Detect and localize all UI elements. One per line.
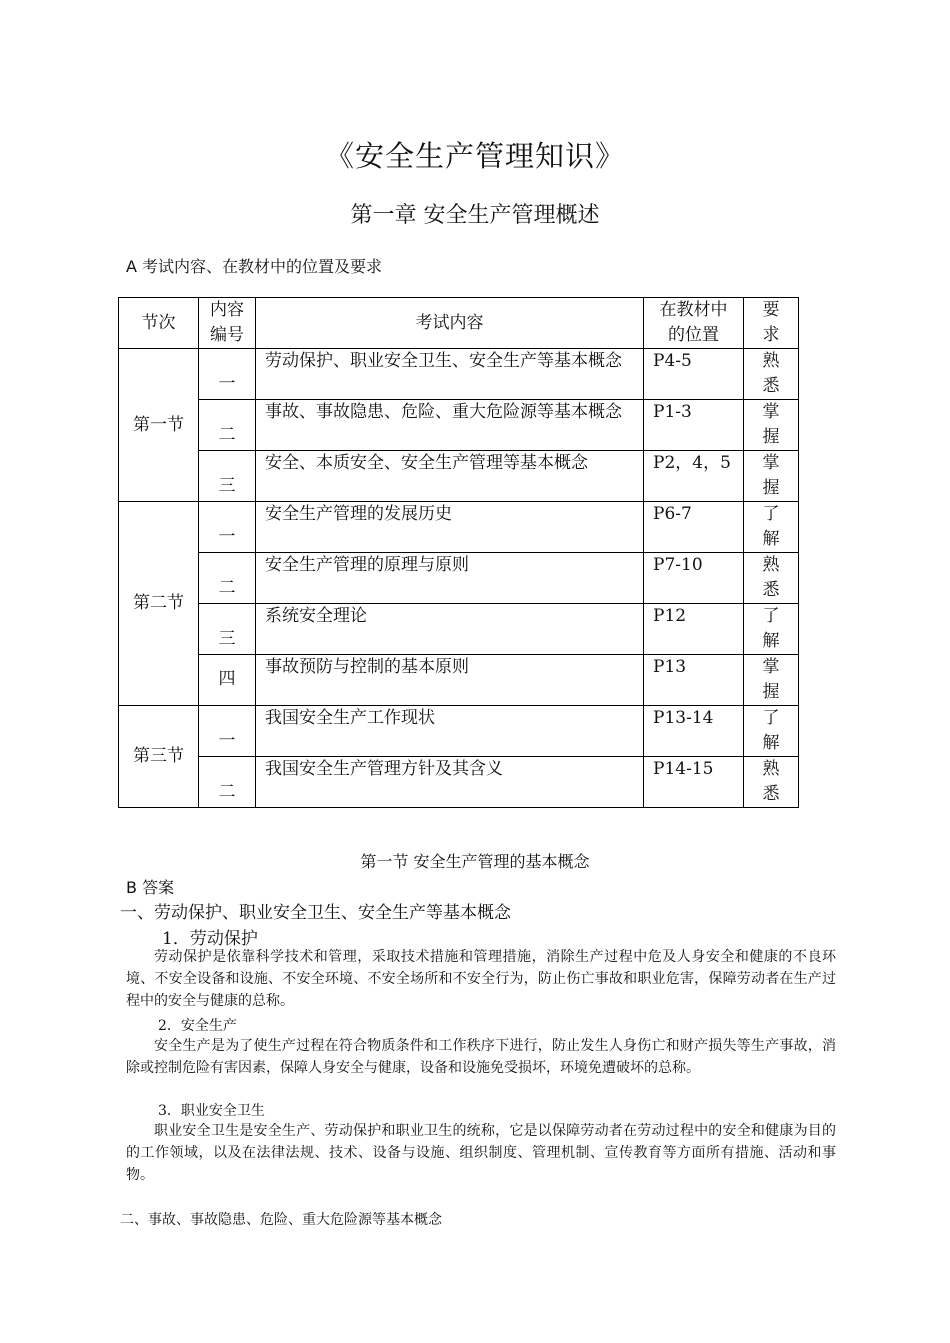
page-cell: P12 — [644, 604, 744, 655]
content-cell: 安全生产管理的发展历史 — [256, 502, 644, 553]
item-3-title: 3．职业安全卫生 — [158, 1103, 265, 1119]
requirement-cell: 了解 — [744, 706, 799, 757]
number-cell: 二 — [218, 425, 236, 445]
chapter-title: 第一章 安全生产管理概述 — [350, 203, 600, 228]
requirement-cell: 掌握 — [744, 400, 799, 451]
page-cell: P14-15 — [644, 757, 744, 808]
header-section: 节次 — [119, 298, 199, 349]
page-cell: P4-5 — [644, 349, 744, 400]
requirement-cell: 熟悉 — [744, 553, 799, 604]
table-header-row — [119, 298, 799, 349]
item-3-text: 职业安全卫生是安全生产、劳动保护和职业卫生的统称，它是以保障劳动者在劳动过程中的安全和健康为目的的工作领域，以及在法律法规、技术、设备与设施、组织制度、管理机制、宣传教育等方面所有措施、活动和事物。 — [126, 1123, 836, 1183]
content-cell: 事故预防与控制的基本原则 — [256, 655, 644, 706]
section-cell: 第一节 — [119, 349, 199, 502]
document-title: 《安全生产管理知识》 — [324, 139, 625, 173]
content-cell: 我国安全生产管理方针及其含义 — [256, 757, 644, 808]
section-cell: 第三节 — [119, 706, 199, 808]
number-cell: 一 — [218, 731, 236, 751]
table-row — [119, 655, 799, 706]
number-cell: 三 — [218, 476, 236, 496]
answer-heading-1: 一、劳动保护、职业安全卫生、安全生产等基本概念 — [120, 903, 511, 923]
header-number: 内容编号 — [199, 298, 256, 349]
content-cell: 安全、本质安全、安全生产管理等基本概念 — [256, 451, 644, 502]
exam-content-table — [118, 297, 799, 808]
section-cell: 第二节 — [119, 502, 199, 706]
number-cell: 一 — [218, 527, 236, 547]
item-2-text: 安全生产是为了使生产过程在符合物质条件和工作秩序下进行，防止发生人身伤亡和财产损失等生产事故，消除或控制危险有害因素，保障人身安全与健康，设备和设施免受损坏，环境免遭破坏的总称。 — [126, 1038, 836, 1076]
requirement-cell: 熟悉 — [744, 349, 799, 400]
requirement-cell: 了解 — [744, 604, 799, 655]
page-cell: P7-10 — [644, 553, 744, 604]
table-row — [119, 706, 799, 757]
content-cell: 劳动保护、职业安全卫生、安全生产等基本概念 — [256, 349, 644, 400]
answer-heading-2: 二、事故、事故隐患、危险、重大危险源等基本概念 — [120, 1212, 442, 1228]
content-cell: 安全生产管理的原理与原则 — [256, 553, 644, 604]
section-heading: 第一节 安全生产管理的基本概念 — [360, 852, 590, 871]
page-cell: P6-7 — [644, 502, 744, 553]
page-cell: P13 — [644, 655, 744, 706]
content-cell: 我国安全生产工作现状 — [256, 706, 644, 757]
item-1-text: 劳动保护是依靠科学技术和管理，采取技术措施和管理措施，消除生产过程中危及人身安全和健康的不良环境、不安全设备和设施、不安全环境、不安全场所和不安全行为，防止伤亡事故和职业危害，保障劳动者在生产过程中的安全与健康的总称。 — [126, 949, 836, 1009]
number-cell: 二 — [218, 782, 236, 802]
content-cell: 系统安全理论 — [256, 604, 644, 655]
table-row — [119, 400, 799, 451]
requirement-cell: 掌握 — [744, 451, 799, 502]
table-row — [119, 349, 799, 400]
answer-label: B 答案 — [126, 878, 175, 897]
number-cell: 四 — [218, 668, 236, 689]
table-row — [119, 502, 799, 553]
page-cell: P1-3 — [644, 400, 744, 451]
table-row — [119, 757, 799, 808]
number-cell: 三 — [218, 629, 236, 649]
page-cell: P2，4，5 — [644, 451, 744, 502]
content-cell: 事故、事故隐患、危险、重大危险源等基本概念 — [256, 400, 644, 451]
section-a-heading: A 考试内容、在教材中的位置及要求 — [126, 257, 383, 276]
header-page: 在教材中的位置 — [644, 298, 744, 349]
number-cell: 一 — [218, 374, 236, 394]
requirement-cell: 熟悉 — [744, 757, 799, 808]
table-row — [119, 553, 799, 604]
requirement-cell: 了解 — [744, 502, 799, 553]
header-content: 考试内容 — [256, 298, 644, 349]
number-cell: 二 — [218, 578, 236, 598]
item-2-title: 2．安全生产 — [158, 1018, 237, 1034]
page-cell: P13-14 — [644, 706, 744, 757]
table-row — [119, 604, 799, 655]
table-row — [119, 451, 799, 502]
requirement-cell: 掌握 — [744, 655, 799, 706]
header-requirement: 要求 — [744, 298, 799, 349]
item-1-title: 1．劳动保护 — [162, 929, 258, 949]
